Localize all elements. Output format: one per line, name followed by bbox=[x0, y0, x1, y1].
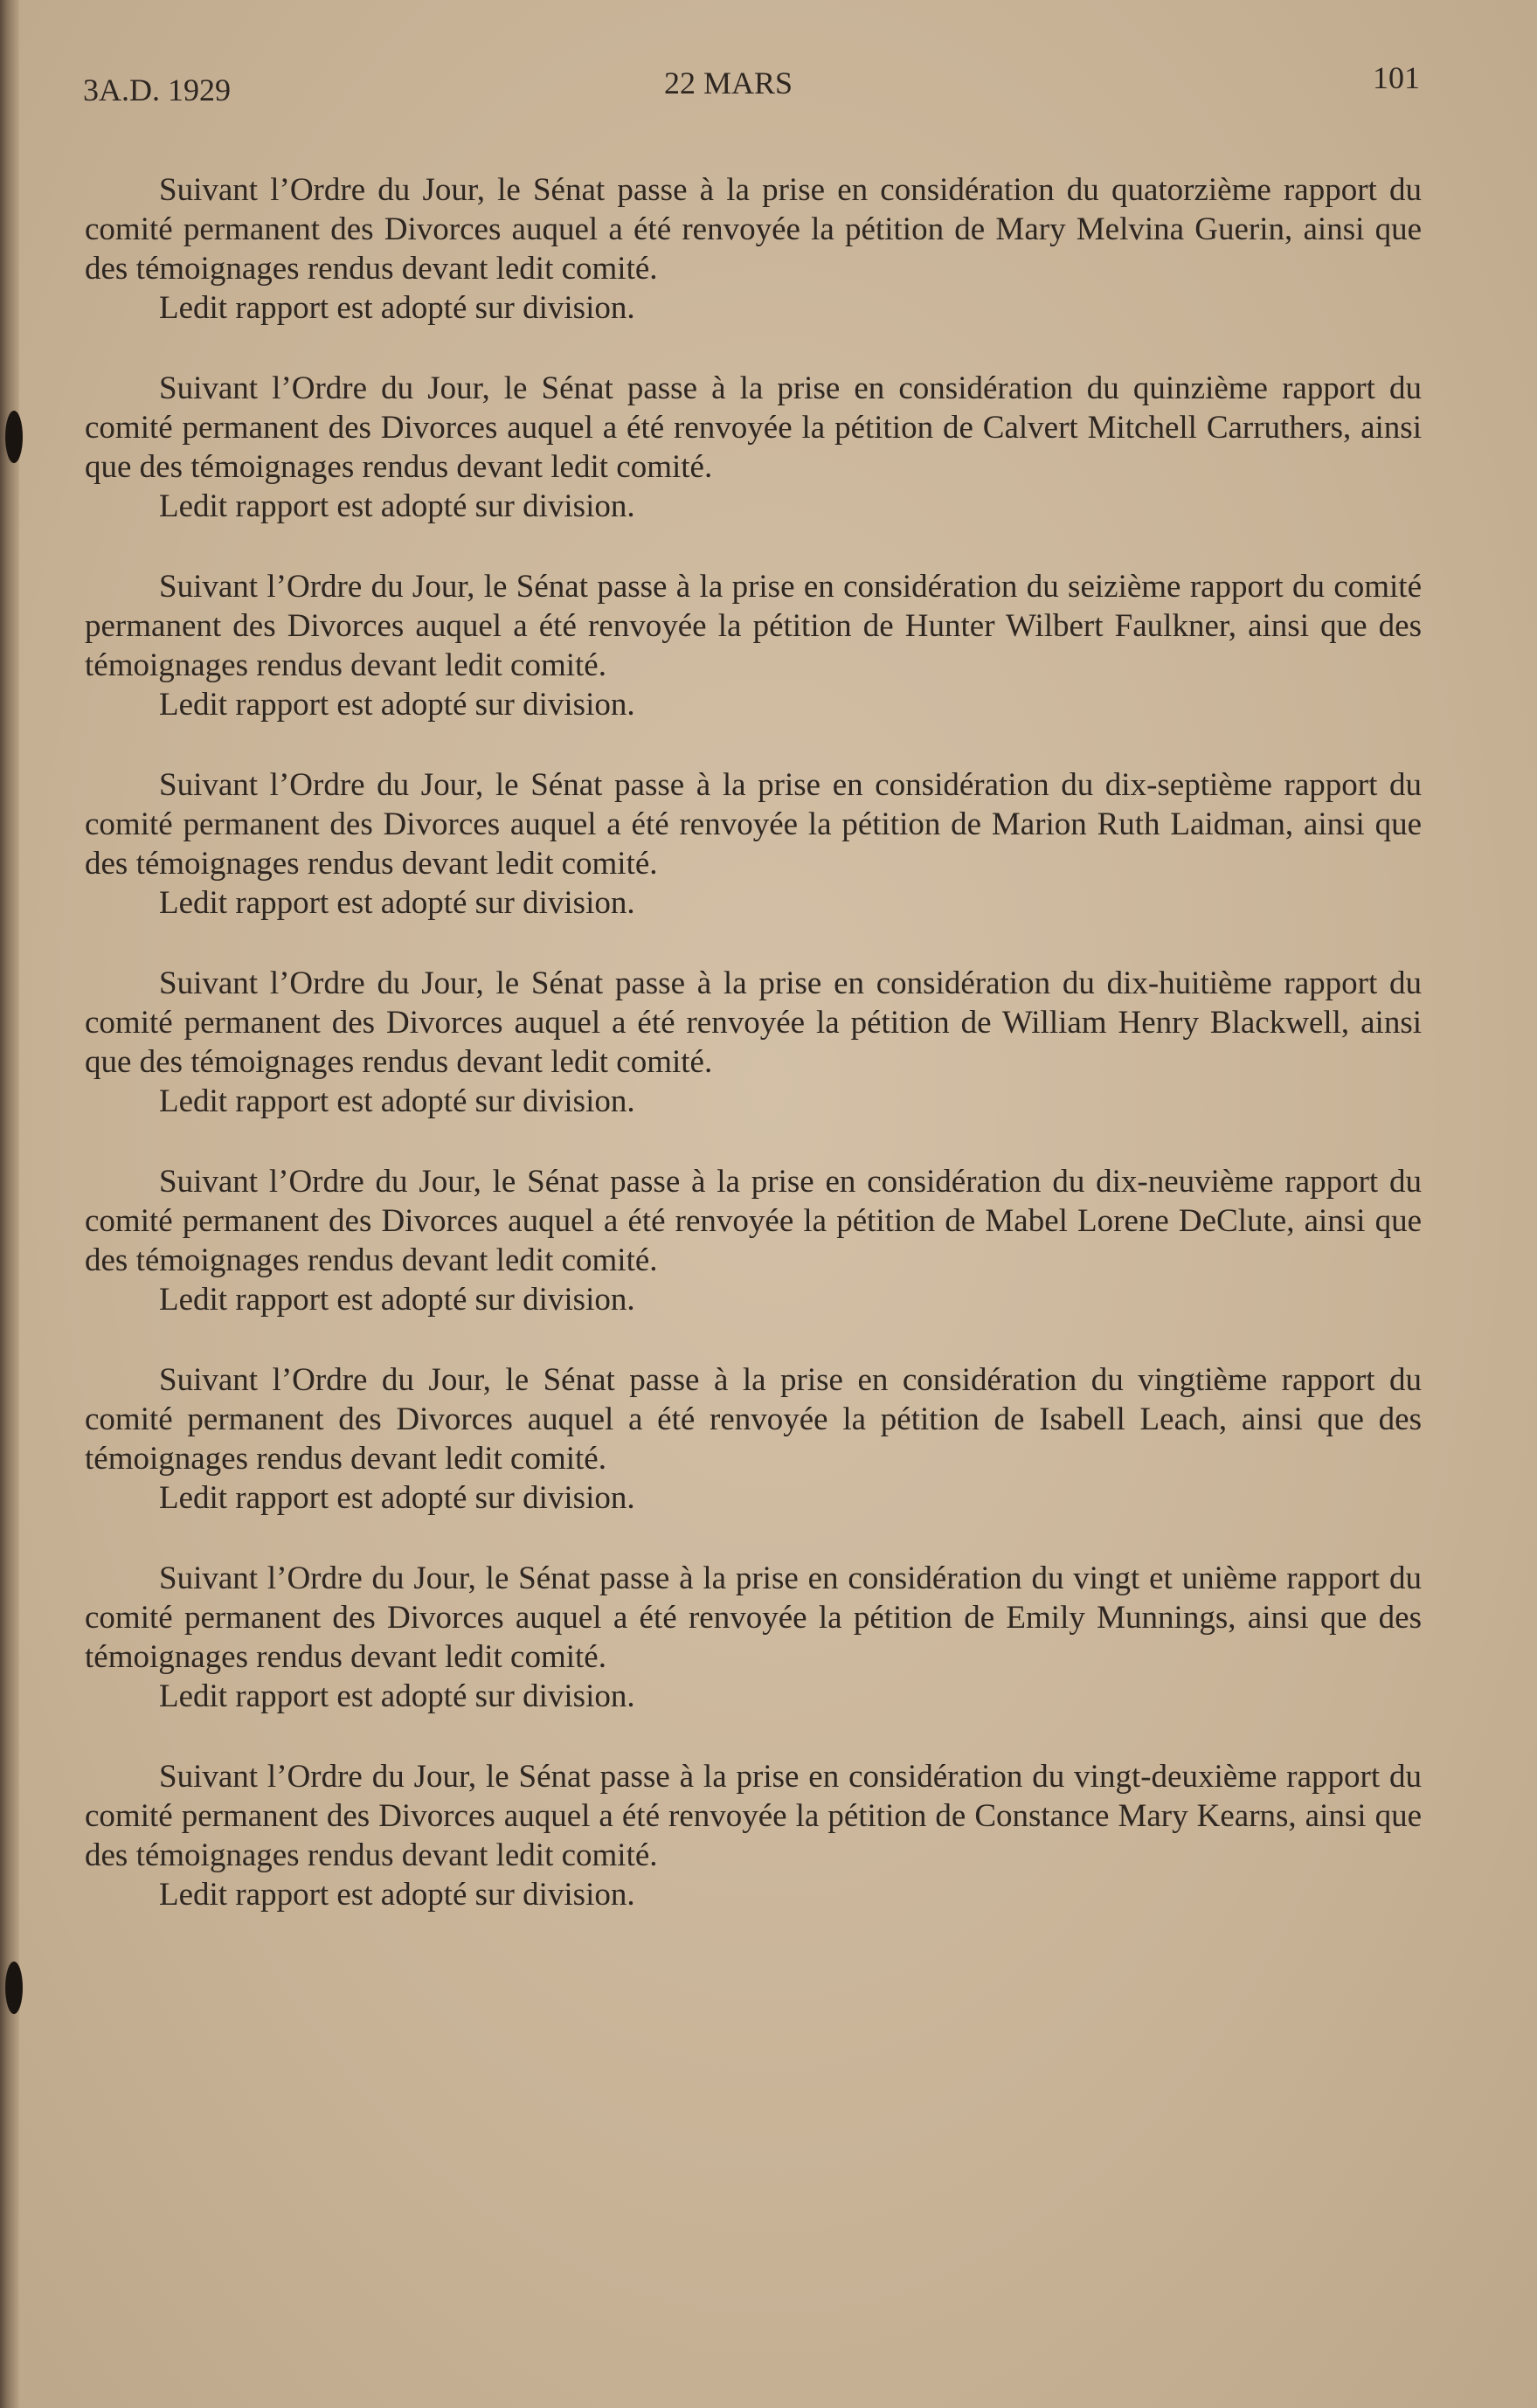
report-entry bbox=[85, 964, 1422, 1121]
binding-edge bbox=[0, 0, 19, 2408]
result-paragraph: Ledit rapport est adopté sur division. bbox=[159, 1282, 635, 1318]
motion-paragraph: Suivant l’Ordre du Jour, le Sénat passe à la prise en considération du dix-huitième rapport du comité permanent des Divorces auquel a été renvoyée la pétition de William Henry Blackwell, ainsi que des témoignages rendus devant ledit comité. bbox=[85, 965, 1422, 1080]
header-date: 22 MARS bbox=[664, 66, 793, 100]
report-entry bbox=[85, 765, 1422, 923]
result-paragraph: Ledit rapport est adopté sur division. bbox=[159, 687, 635, 723]
report-entry bbox=[85, 1757, 1422, 1914]
result-paragraph: Ledit rapport est adopté sur division. bbox=[159, 1877, 635, 1913]
motion-paragraph: Suivant l’Ordre du Jour, le Sénat passe à la prise en considération du dix-septième rapport du comité permanent des Divorces auquel a été renvoyée la pétition de Marion Ruth Laidman, ainsi que des témoignages rendus devant ledit comité. bbox=[85, 767, 1422, 882]
report-entry bbox=[85, 1559, 1422, 1716]
motion-paragraph: Suivant l’Ordre du Jour, le Sénat passe à la prise en considération du vingt-deuxième rapport du comité permanent des Divorces auquel a été renvoyée la pétition de Constance Mary Kearns, ainsi que des témoignages rendus devant ledit comité. bbox=[85, 1759, 1422, 1873]
document-body bbox=[85, 170, 1422, 1955]
motion-paragraph: Suivant l’Ordre du Jour, le Sénat passe à la prise en considération du vingt et unième rapport du comité permanent des Divorces auquel a été renvoyée la pétition de Emily Munnings, ainsi que des témoignages rendus devant ledit comité. bbox=[85, 1560, 1422, 1675]
report-entry bbox=[85, 369, 1422, 526]
page-number: 101 bbox=[1373, 60, 1420, 95]
report-entry bbox=[85, 1162, 1422, 1319]
motion-paragraph: Suivant l’Ordre du Jour, le Sénat passe à la prise en considération du quatorzième rapport du comité permanent des Divorces auquel a été renvoyée la pétition de Mary Melvina Guerin, ainsi que des témoignages rendus devant ledit comité. bbox=[85, 172, 1422, 287]
binding-hole-mark bbox=[5, 411, 23, 463]
motion-paragraph: Suivant l’Ordre du Jour, le Sénat passe à la prise en considération du quinzième rapport du comité permanent des Divorces auquel a été renvoyée la pétition de Calvert Mitchell Carruthers, ainsi que des témoignages rendus devant ledit comité. bbox=[85, 370, 1422, 485]
result-paragraph: Ledit rapport est adopté sur division. bbox=[159, 1678, 635, 1714]
motion-paragraph: Suivant l’Ordre du Jour, le Sénat passe à la prise en considération du vingtième rapport du comité permanent des Divorces auquel a été renvoyée la pétition de Isabell Leach, ainsi que des témoignages rendus devant ledit comité. bbox=[85, 1362, 1422, 1477]
binding-hole-mark bbox=[5, 1962, 23, 2014]
header-year: 3A.D. 1929 bbox=[83, 73, 231, 107]
report-entry bbox=[85, 170, 1422, 328]
motion-paragraph: Suivant l’Ordre du Jour, le Sénat passe à la prise en considération du dix-neuvième rapport du comité permanent des Divorces auquel a été renvoyée la pétition de Mabel Lorene DeClute, ainsi que des témoignages rendus devant ledit comité. bbox=[85, 1164, 1422, 1278]
result-paragraph: Ledit rapport est adopté sur division. bbox=[159, 290, 635, 326]
report-entry bbox=[85, 1360, 1422, 1518]
report-entry bbox=[85, 567, 1422, 724]
result-paragraph: Ledit rapport est adopté sur division. bbox=[159, 1480, 635, 1516]
motion-paragraph: Suivant l’Ordre du Jour, le Sénat passe à la prise en considération du seizième rapport du comité permanent des Divorces auquel a été renvoyée la pétition de Hunter Wilbert Faulkner, ainsi que des témoignages rendus devant ledit comité. bbox=[85, 569, 1422, 683]
result-paragraph: Ledit rapport est adopté sur division. bbox=[159, 1083, 635, 1119]
running-head bbox=[83, 59, 1420, 112]
result-paragraph: Ledit rapport est adopté sur division. bbox=[159, 488, 635, 524]
result-paragraph: Ledit rapport est adopté sur division. bbox=[159, 885, 635, 921]
